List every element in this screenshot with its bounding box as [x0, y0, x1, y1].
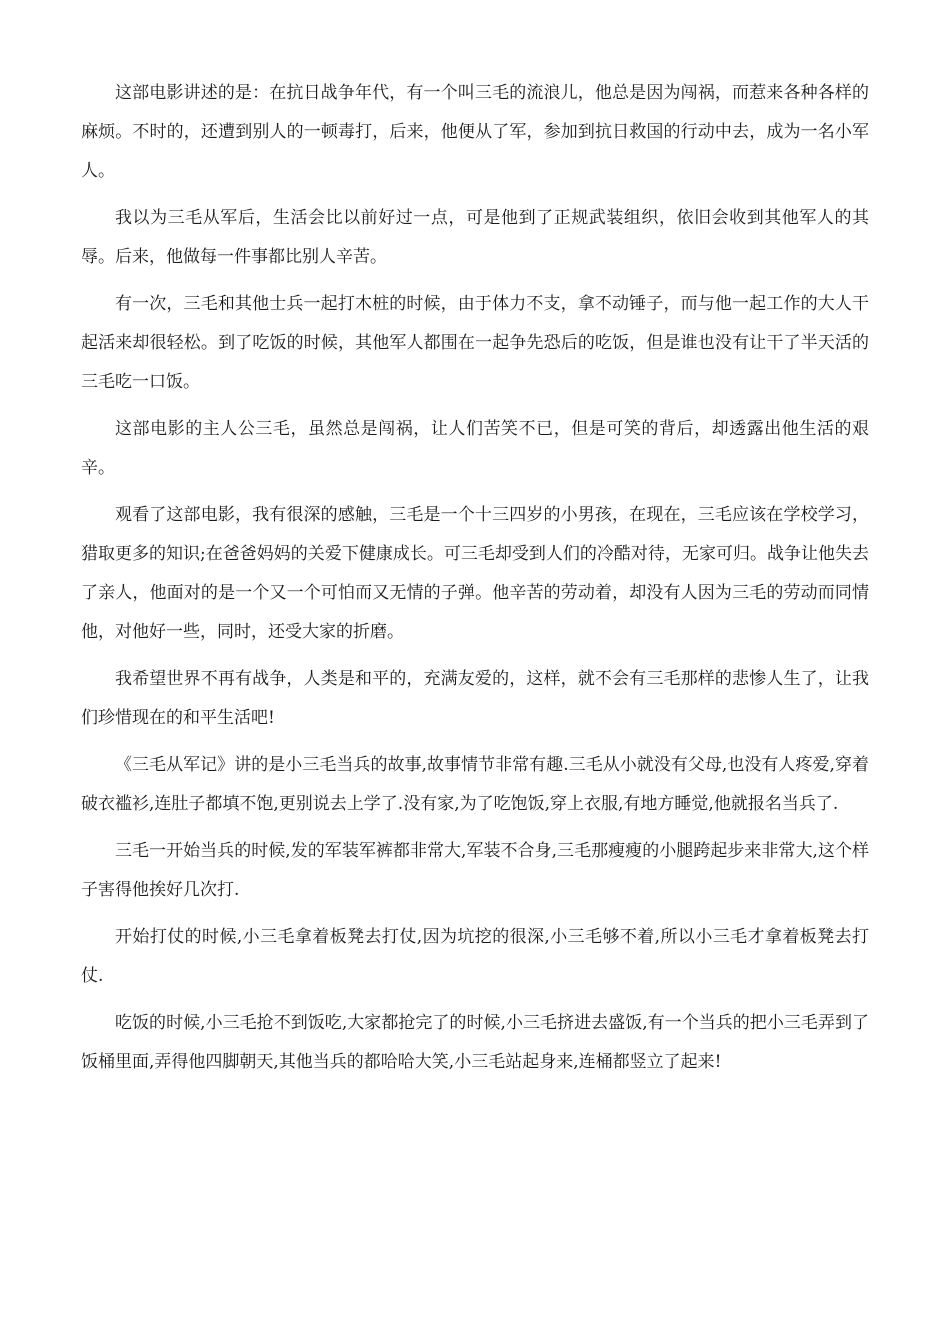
paragraph-2: 我以为三毛从军后，生活会比以前好过一点，可是他到了正规武装组织，依旧会收到其他军人的其辱。后来，他做每一件事都比别人辛苦。 [81, 208, 869, 267]
paragraph-1: 这部电影讲述的是：在抗日战争年代，有一个叫三毛的流浪儿，他总是因为闯祸，而惹来各种各样的麻烦。不时的，还遭到别人的一顿毒打，后来，他便从了军，参加到抗日救国的行动中去，成为一名小军人。 [81, 83, 869, 181]
paragraph-5: 观看了这部电影，我有很深的感触，三毛是一个十三四岁的小男孩，在现在，三毛应该在学校学习，猎取更多的知识;在爸爸妈妈的关爱下健康成长。可三毛却受到人们的冷酷对待，无家可归。战争让他失去了亲人，他面对的是一个又一个可怕而又无情的子弹。他辛苦的劳动着，却没有人因为三毛的劳动而同情他，对他好一些，同时，还受大家的折磨。 [81, 505, 869, 642]
paragraph-6: 我希望世界不再有战争，人类是和平的，充满友爱的，这样，就不会有三毛那样的悲惨人生了，让我们珍惜现在的和平生活吧! [81, 669, 869, 728]
paragraph-8: 三毛一开始当兵的时候,发的军装军裤都非常大,军装不合身,三毛那瘦瘦的小腿跨起步来非常大,这个样子害得他挨好几次打. [81, 841, 869, 900]
paragraph-10: 吃饭的时候,小三毛抢不到饭吃,大家都抢完了的时候,小三毛挤进去盛饭,有一个当兵的把小三毛弄到了饭桶里面,弄得他四脚朝天,其他当兵的都哈哈大笑,小三毛站起身来,连桶都竖立了起来! [81, 1013, 869, 1072]
paragraph-4: 这部电影的主人公三毛，虽然总是闯祸，让人们苦笑不已，但是可笑的背后，却透露出他生活的艰辛。 [81, 419, 869, 478]
paragraph-9: 开始打仗的时候,小三毛拿着板凳去打仗,因为坑挖的很深,小三毛够不着,所以小三毛才拿着板凳去打仗. [81, 927, 869, 986]
paragraph-3: 有一次，三毛和其他士兵一起打木桩的时候，由于体力不支，拿不动锤子，而与他一起工作的大人干起活来却很轻松。到了吃饭的时候，其他军人都围在一起争先恐后的吃饭，但是谁也没有让干了半天活的三毛吃一口饭。 [81, 294, 869, 392]
paragraph-7: 《三毛从军记》讲的是小三毛当兵的故事,故事情节非常有趣.三毛从小就没有父母,也没有人疼爱,穿着破衣褴衫,连肚子都填不饱,更别说去上学了.没有家,为了吃饱饭,穿上衣服,有地方睡觉,他就报名当兵了. [81, 755, 869, 814]
document-body [81, 74, 869, 1090]
